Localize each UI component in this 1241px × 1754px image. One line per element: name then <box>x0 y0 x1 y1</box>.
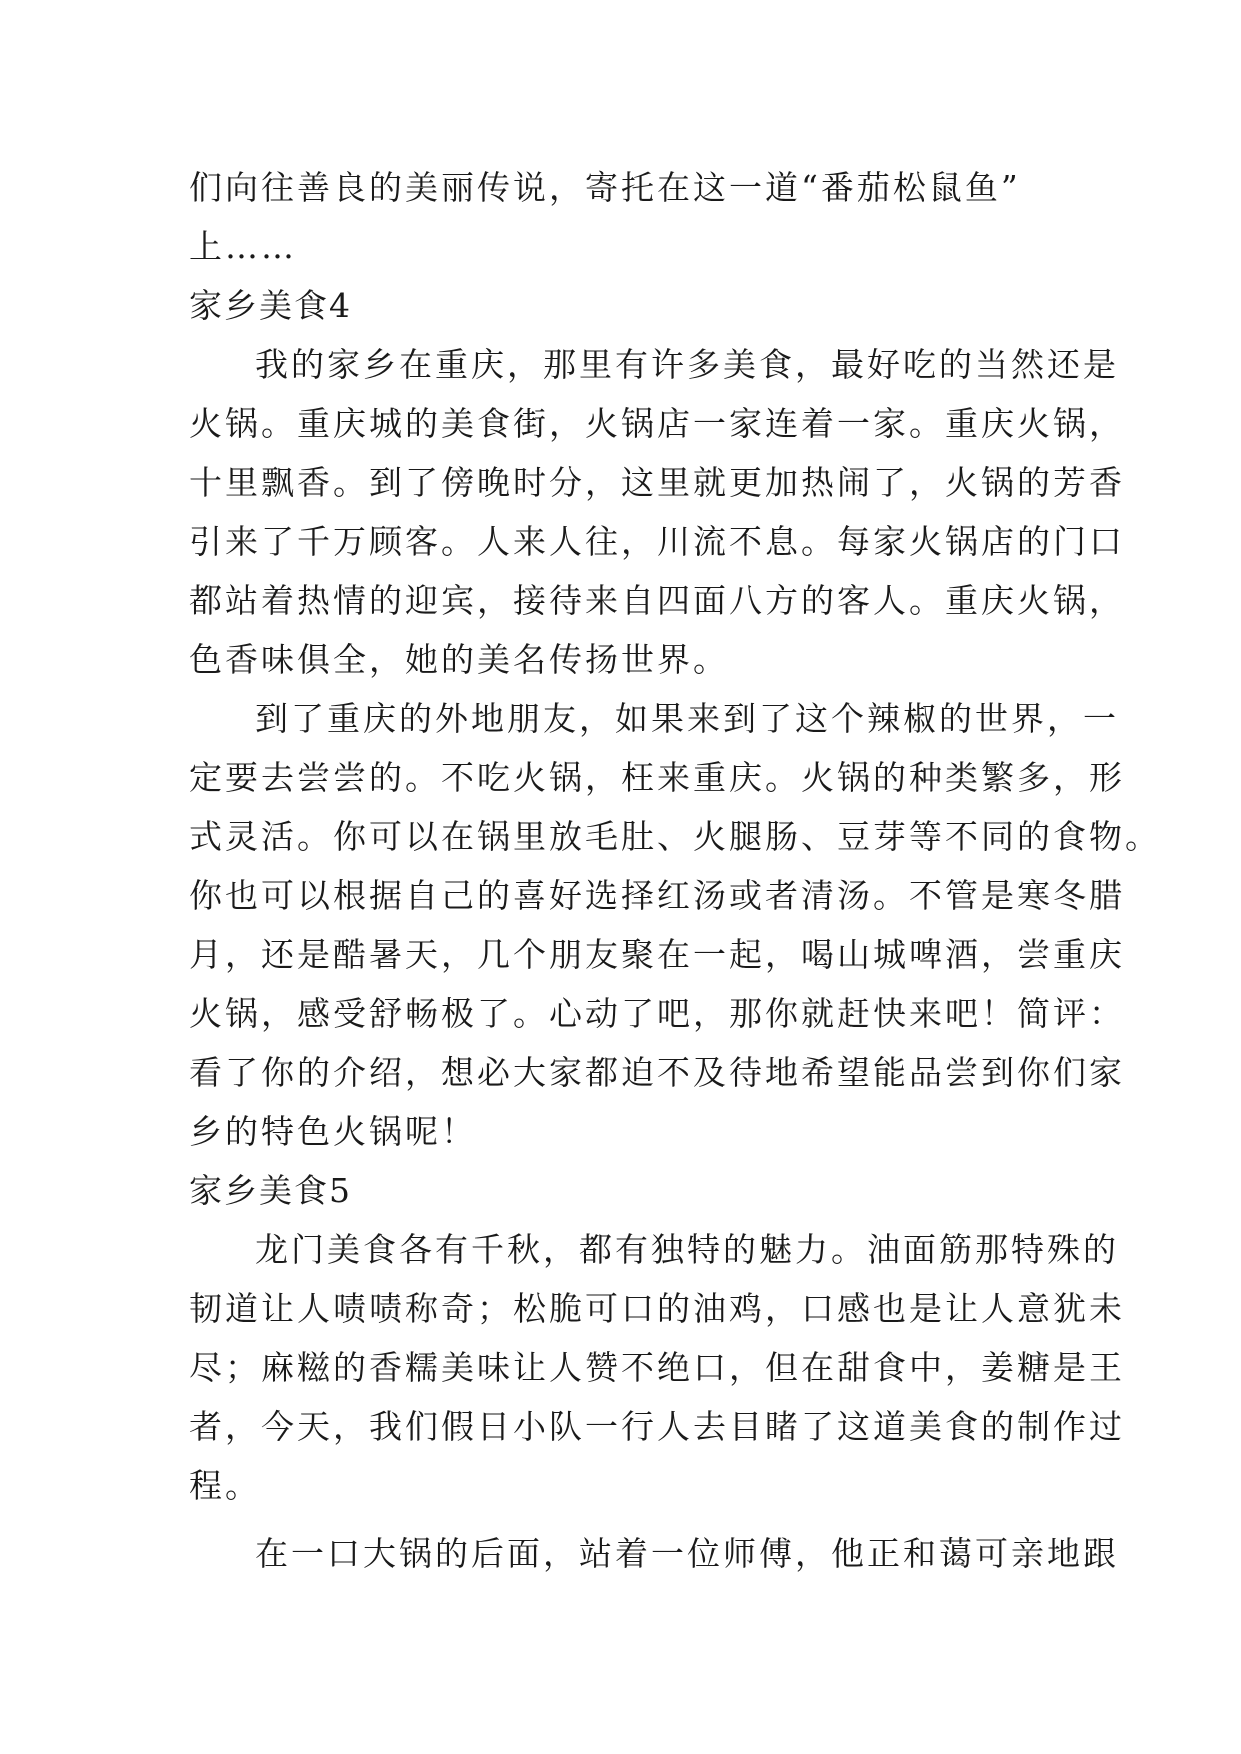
text-line: 乡的特色火锅呢！ <box>189 1112 477 1151</box>
text-line: 我的家乡在重庆，那里有许多美食，最好吃的当然还是 <box>255 345 1119 384</box>
section4-paragraph-2 <box>189 689 1161 1161</box>
text-line: 者，今天，我们假日小队一行人去目睹了这道美食的制作过 <box>189 1407 1125 1446</box>
text-line: 程。 <box>189 1466 261 1505</box>
section-heading: 家乡美食5 <box>189 1171 352 1210</box>
text-line: 月，还是酷暑天，几个朋友聚在一起，喝山城啤酒，尝重庆 <box>189 935 1125 974</box>
text-line: 十里飘香。到了傍晚时分，这里就更加热闹了，火锅的芳香 <box>189 463 1125 502</box>
text-line: 到了重庆的外地朋友，如果来到了这个辣椒的世界，一 <box>255 699 1119 738</box>
text-line: 定要去尝尝的。不吃火锅，枉来重庆。火锅的种类繁多，形 <box>189 758 1125 797</box>
text-line: 色香味俱全，她的美名传扬世界。 <box>189 640 729 679</box>
text-line: 火锅，感受舒畅极了。心动了吧，那你就赶快来吧！简评： <box>189 994 1125 1033</box>
text-line: 火锅。重庆城的美食街，火锅店一家连着一家。重庆火锅， <box>189 404 1125 443</box>
text-line: 看了你的介绍，想必大家都迫不及待地希望能品尝到你们家 <box>189 1053 1125 1092</box>
text-line: 都站着热情的迎宾，接待来自四面八方的客人。重庆火锅， <box>189 581 1125 620</box>
text-line: 们向往善良的美丽传说，寄托在这一道“番茄松鼠鱼” <box>189 168 1021 207</box>
section-heading: 家乡美食4 <box>189 286 352 325</box>
text-line: 你也可以根据自己的喜好选择红汤或者清汤。不管是寒冬腊 <box>189 876 1125 915</box>
text-line: 尽；麻糍的香糯美味让人赞不绝口，但在甜食中，姜糖是王 <box>189 1348 1125 1387</box>
text-line: 龙门美食各有千秋，都有独特的魅力。油面筋那特殊的 <box>255 1230 1119 1269</box>
text-line: 式灵活。你可以在锅里放毛肚、火腿肠、豆芽等不同的食物。 <box>189 817 1161 856</box>
document-page <box>189 158 1161 1583</box>
section5-paragraph-1 <box>189 1220 1125 1515</box>
text-line: 引来了千万顾客。人来人往，川流不息。每家火锅店的门口 <box>189 522 1125 561</box>
text-line: 在一口大锅的后面，站着一位师傅，他正和蔼可亲地跟 <box>255 1534 1119 1573</box>
section4-paragraph-1 <box>189 335 1125 689</box>
text-line: 韧道让人啧啧称奇；松脆可口的油鸡，口感也是让人意犹未 <box>189 1289 1125 1328</box>
continuation-paragraph <box>189 158 1059 276</box>
text-line: 上…… <box>189 227 297 266</box>
paragraph-spacer <box>189 1515 1059 1524</box>
section5-paragraph-2 <box>189 1524 1119 1583</box>
